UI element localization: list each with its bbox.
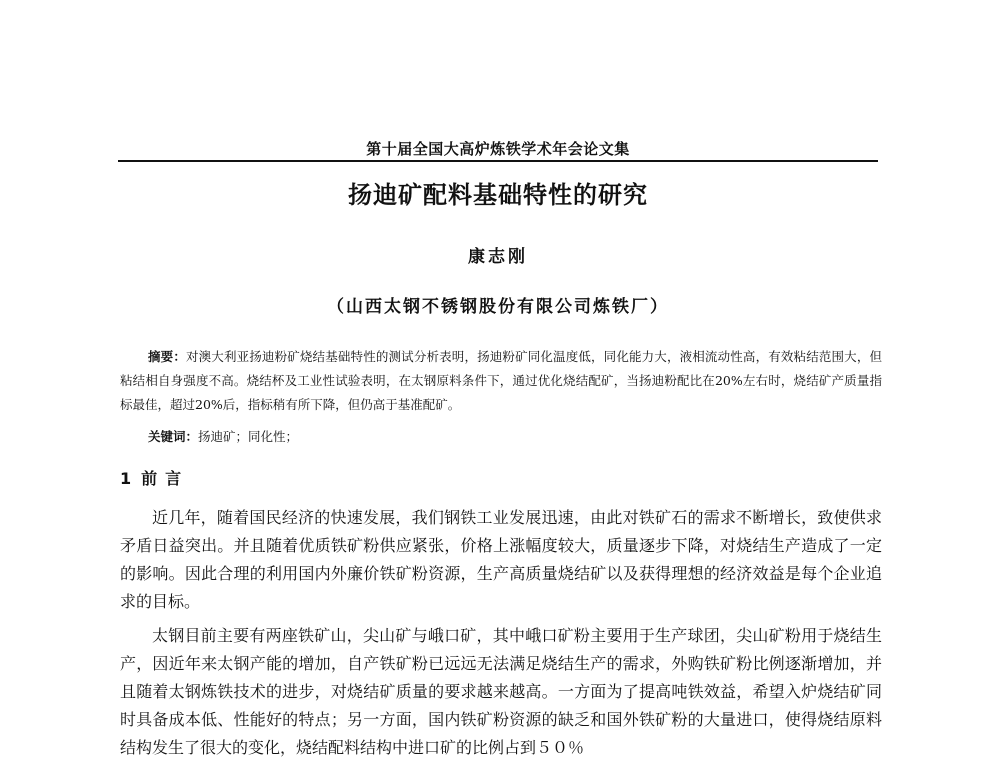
- affiliation: （山西太钢不锈钢股份有限公司炼铁厂）: [327, 297, 669, 317]
- body-paragraph-2: 太钢目前主要有两座铁矿山，尖山矿与峨口矿，其中峨口矿粉主要用于生产球团，尖山矿粉用于烧结生产，因近年来太钢产能的增加，自产铁矿粉已远远无法满足烧结生产的需求，外购铁矿粉比例逐渐增加，并且随着太钢炼铁技术的进步，对烧结矿质量的要求越来越高。一方面为了提高吨铁效益，希望入炉烧结矿同时具备成本低、性能好的特点；另一方面，国内铁矿粉资源的缺乏和国外铁矿粉的大量进口，使得烧结原料结构发生了很大的变化，烧结配料结构中进口矿的比例占到５０％: [120, 626, 882, 757]
- abstract-label: 摘要：: [148, 349, 186, 364]
- header-rule: [118, 160, 878, 162]
- section-heading: [120, 466, 189, 489]
- body-paragraph-1: 近几年，随着国民经济的快速发展，我们钢铁工业发展迅速，由此对铁矿石的需求不断增长，致使供求矛盾日益突出。并且随着优质铁矿粉供应紧张，价格上涨幅度较大，质量逐步下降，对烧结生产造成了一定的影响。因此合理的利用国内外廉价铁矿粉资源，生产高质量烧结矿以及获得理想的经济效益是每个企业追求的目标。: [120, 508, 882, 611]
- paper-title: 扬迪矿配料基础特性的研究: [348, 181, 648, 209]
- section-title: 前言: [141, 469, 190, 488]
- abstract: [120, 345, 882, 417]
- running-header: 第十届全国大高炉炼铁学术年会论文集: [366, 140, 630, 158]
- keywords-text: 扬迪矿；同化性；: [198, 429, 299, 444]
- author: 康志刚: [468, 247, 528, 267]
- section-number: 1: [120, 469, 132, 488]
- keywords: [148, 427, 878, 447]
- keywords-label: 关键词：: [148, 429, 199, 444]
- abstract-text: 对澳大利亚扬迪粉矿烧结基础特性的测试分析表明，扬迪粉矿同化温度低，同化能力大，液相流动性高，有效粘结范围大，但粘结相自身强度不高。烧结杯及工业性试验表明，在太钢原料条件下，通过优化烧结配矿，当扬迪粉配比在20%左右时，烧结矿产质量指标最佳，超过20%后，指标稍有所下降，但仍高于基准配矿。: [120, 349, 882, 412]
